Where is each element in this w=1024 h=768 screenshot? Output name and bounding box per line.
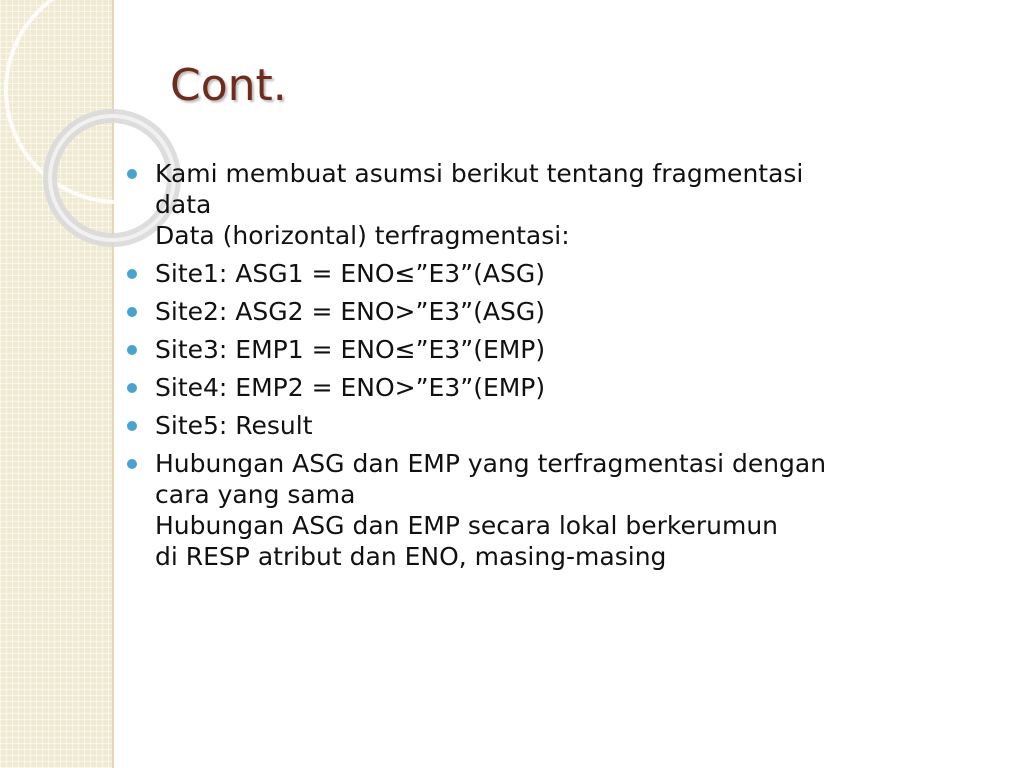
bullet-item-site5 — [124, 410, 994, 441]
bullet-text-line: Site2: ASG2 = ENO>”E3”(ASG) — [155, 297, 545, 326]
bullet-text-line: cara yang sama — [155, 480, 356, 509]
bullet-dot-icon — [127, 421, 137, 431]
side-pattern-strip — [0, 0, 114, 768]
bullet-dot-icon — [127, 307, 137, 317]
bullet-text-line: Hubungan ASG dan EMP secara lokal berkerumun — [155, 511, 779, 540]
bullet-text-line: Data (horizontal) terfragmentasi: — [155, 221, 570, 250]
bullet-item-site3 — [124, 334, 994, 365]
bullet-dot-icon — [127, 169, 137, 179]
bullet-text-line: di RESP atribut dan ENO, masing-masing — [155, 542, 667, 571]
bullet-text-line: Hubungan ASG dan EMP yang terfragmentasi dengan — [155, 449, 827, 478]
bullet-item-site4 — [124, 372, 994, 403]
bullet-dot-icon — [127, 459, 137, 469]
bullet-text-line: Site1: ASG1 = ENO≤”E3”(ASG) — [155, 259, 545, 288]
bullet-text-line: Site5: Result — [155, 411, 313, 440]
bullet-item-site2 — [124, 296, 994, 327]
bullet-item-fragmentation-assumption — [124, 158, 994, 251]
slide-title: Cont. — [170, 60, 287, 111]
bullet-dot-icon — [127, 345, 137, 355]
bullet-item-site1 — [124, 258, 994, 289]
bullet-text-line: Kami membuat asumsi berikut tentang fragmentasi — [155, 159, 804, 188]
bullet-list — [124, 158, 994, 579]
bullet-dot-icon — [127, 383, 137, 393]
bullet-text-line: Site3: EMP1 = ENO≤”E3”(EMP) — [155, 335, 546, 364]
bullet-item-relation-fragmentation — [124, 448, 994, 572]
bullet-text-line: Site4: EMP2 = ENO>”E3”(EMP) — [155, 373, 546, 402]
bullet-text-line: data — [155, 190, 212, 219]
bullet-dot-icon — [127, 269, 137, 279]
